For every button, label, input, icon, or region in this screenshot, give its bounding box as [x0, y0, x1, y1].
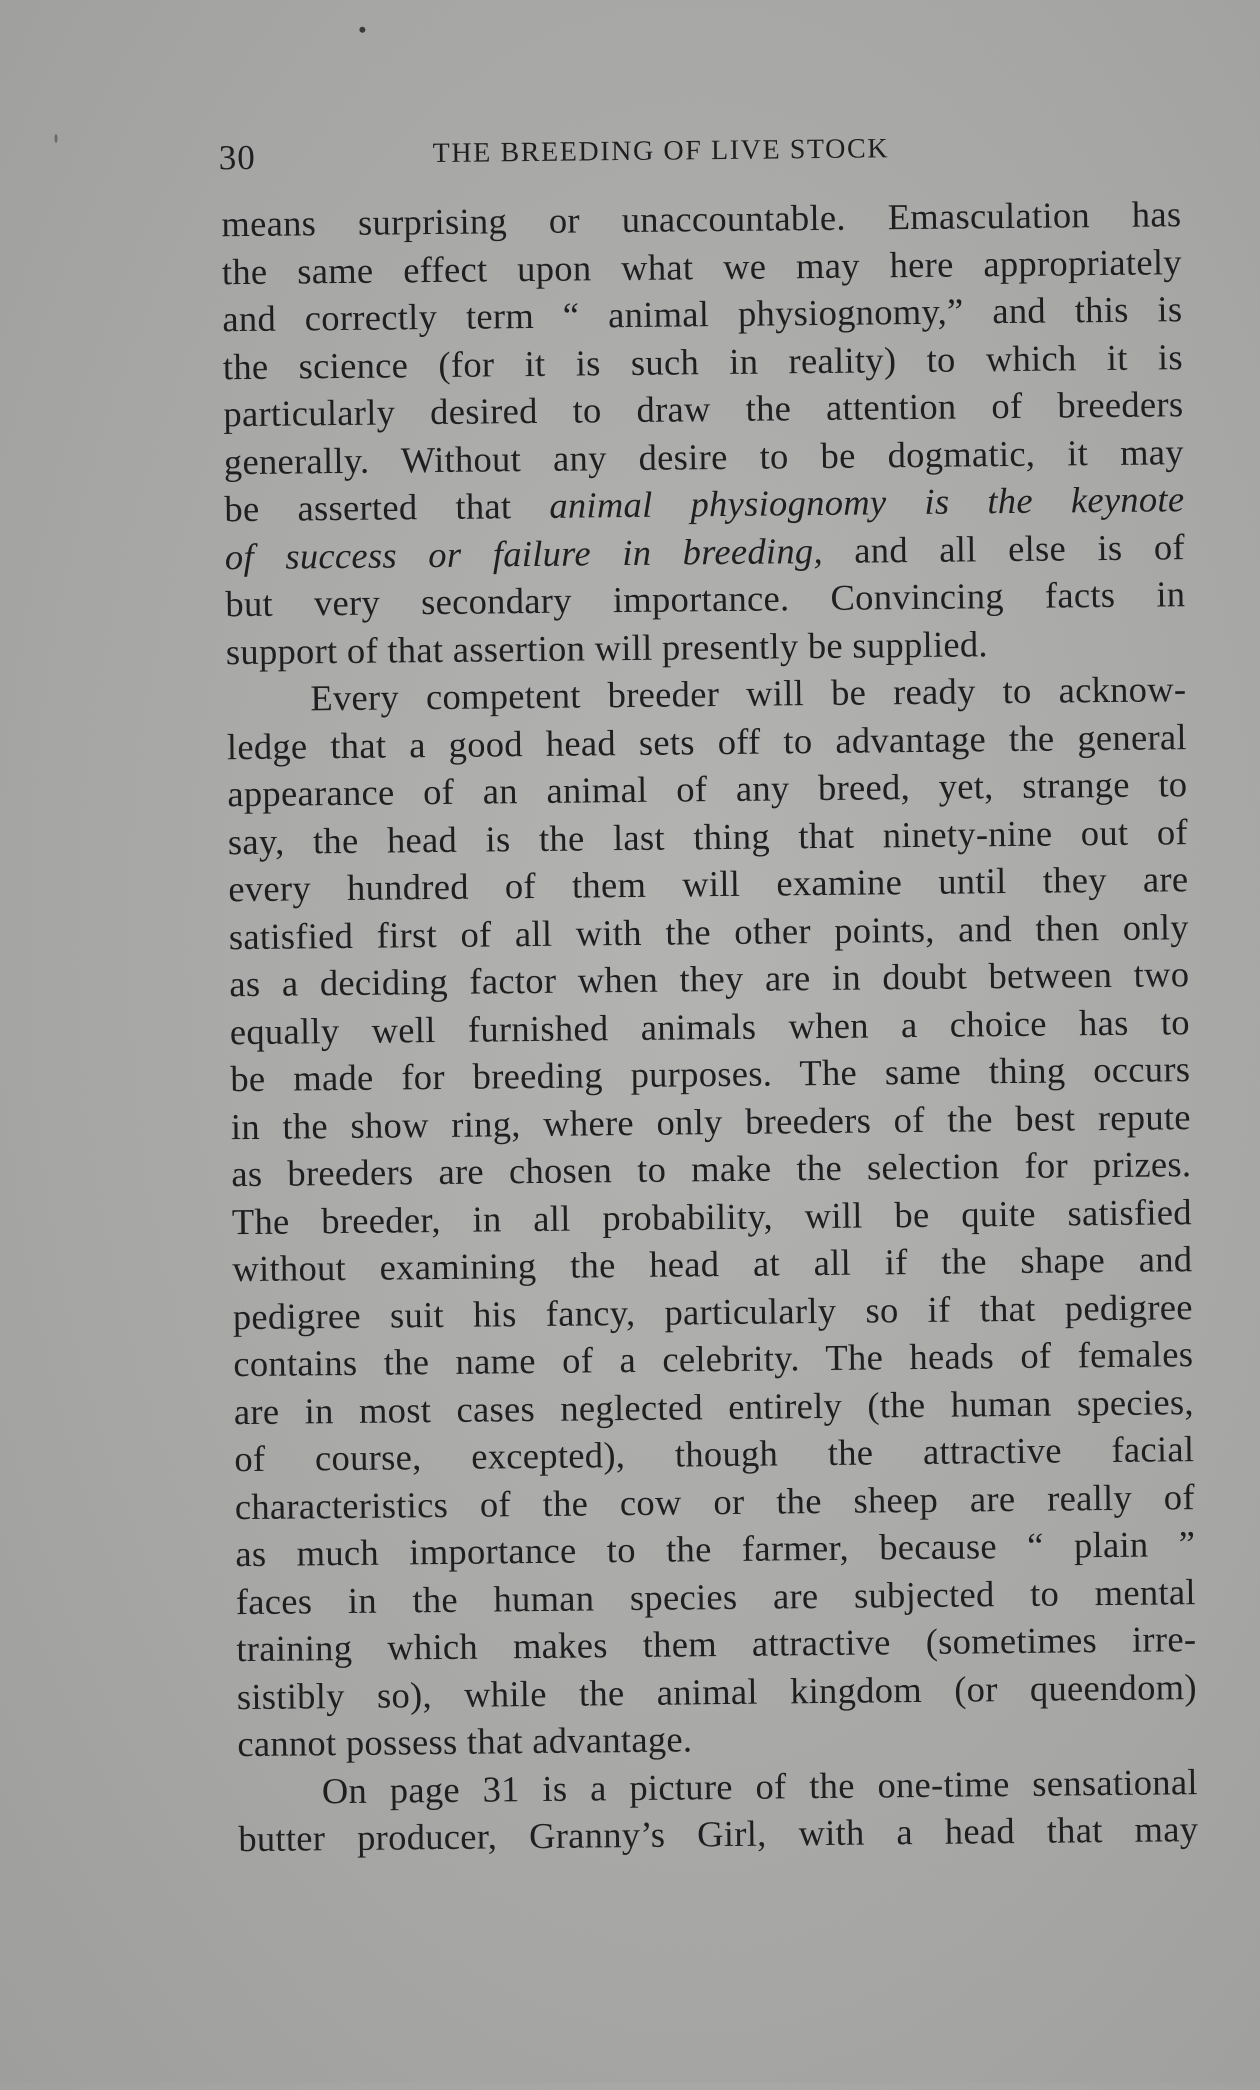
text-line: as breeders are chosen to make the selection for prizes.: [231, 1143, 1192, 1195]
text-line: every hundred of them will examine until they are: [228, 858, 1189, 910]
text-line: generally. Without any desire to be dogmatic, it may: [223, 430, 1185, 482]
text-line: ledge that a good head sets off to advantage the general: [226, 715, 1188, 767]
text-line: the same effect upon what we may here appropriately: [221, 240, 1183, 292]
italic-phrase: of success or failure in breeding,: [224, 529, 824, 577]
ink-speck: [359, 27, 365, 33]
text-run: and all else is of: [822, 525, 1186, 571]
italic-phrase: animal physiognomy is the keynote: [549, 478, 1185, 526]
text-line: characteristics of the cow or the sheep are really of: [234, 1475, 1196, 1527]
text-line: cannot possess that advantage.: [237, 1718, 693, 1765]
text-line: say, the head is the last thing that ninety-nine out of: [227, 810, 1189, 862]
text-line: means surprising or unaccountable. Emasculation has: [221, 193, 1182, 245]
text-line: be made for breeding purposes. The same thing occurs: [230, 1048, 1191, 1100]
running-title: THE BREEDING OF LIVE STOCK: [432, 133, 890, 170]
text-line: as much importance to the farmer, because “ plain ”: [235, 1523, 1196, 1575]
text-line: particularly desired to draw the attention of breeders: [223, 383, 1184, 435]
ink-speck: [54, 134, 57, 143]
text-line: butter producer, Granny’s Girl, with a head that may: [238, 1808, 1199, 1860]
text-line: faces in the human species are subjected to mental: [235, 1570, 1197, 1622]
text-line: equally well furnished animals when a choice has to: [229, 1000, 1191, 1052]
text-line: appearance of an animal of any breed, yet, strange to: [227, 763, 1188, 815]
text-line: of course, excepted), though the attractive facial: [234, 1428, 1195, 1480]
text-line: support of that assertion will presently be supplied.: [225, 622, 989, 672]
text-line: pedigree suit his fancy, particularly so if that pedigree: [232, 1285, 1194, 1337]
text-line: as a deciding factor when they are in doubt between two: [229, 953, 1190, 1005]
page-number: 30: [218, 137, 256, 178]
text-line: The breeder, in all probability, will be quite satisfied: [231, 1190, 1193, 1242]
text-line: sistibly so), while the animal kingdom (or queendom): [236, 1665, 1197, 1717]
text-line: in the show ring, where only breeders of the best repute: [230, 1095, 1192, 1147]
paragraph-start-line: On page 31 is a picture of the one-time sensational: [321, 1760, 1198, 1811]
text-line: satisfied first of all with the other points, and then only: [228, 905, 1190, 957]
text-line: without examining the head at all if the shape and: [232, 1238, 1193, 1290]
paragraph-start-line: Every competent breeder will be ready to acknow-: [310, 668, 1187, 719]
page-header: [212, 125, 952, 183]
text-run: be asserted that: [224, 484, 550, 530]
text-line: training which makes them attractive (sometimes irre-: [236, 1618, 1197, 1670]
text-line: but very secondary importance. Convincing facts in: [225, 573, 1186, 625]
body-text: [221, 190, 1198, 1862]
text-line: the science (for it is such in reality) to which it is: [222, 335, 1184, 387]
text-line: contains the name of a celebrity. The heads of females: [233, 1333, 1194, 1385]
text-line: and correctly term “ animal physiognomy,” and this is: [222, 288, 1183, 340]
text-line: are in most cases neglected entirely (the human species,: [233, 1380, 1195, 1432]
